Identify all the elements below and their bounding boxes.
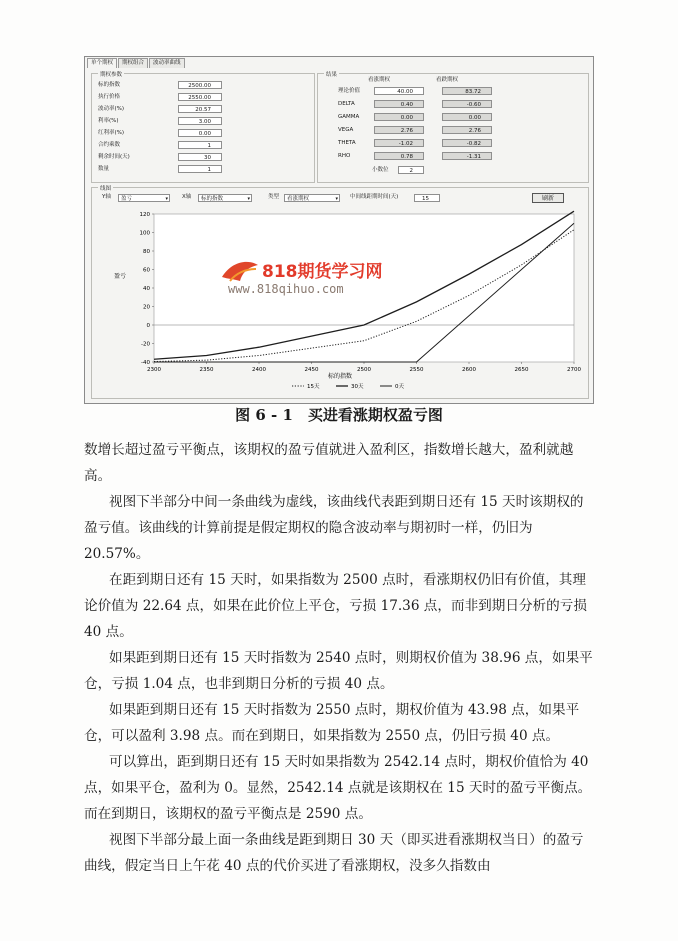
put-column-header: 看跌期权 [436, 77, 459, 83]
type-select[interactable] [284, 194, 340, 202]
chevron-down-icon: ▾ [247, 196, 250, 202]
type-select-value: 看涨期权 [287, 196, 310, 202]
legend-label: 15天 [307, 384, 320, 390]
y-axis-label: 盈亏 [114, 273, 127, 280]
result-label: 理论价值 [338, 88, 361, 94]
result-label: THETA [338, 140, 356, 146]
y-tick-label: 120 [139, 212, 150, 218]
x-tick-label: 2450 [304, 367, 319, 373]
call-value: 0.00 [374, 113, 424, 121]
rate-input[interactable]: 3.00 [178, 117, 222, 125]
watermark-brand: 818期货学习网 [262, 262, 383, 282]
y-tick-label: -20 [141, 341, 150, 348]
tab-volatility-curve[interactable]: 波动率曲线 [149, 58, 185, 68]
paragraph: 视图下半部分最上面一条曲线是距到期日 30 天（即买进看涨期权当日）的盈亏曲线，假定当日上午花 40 点的代价买进了看涨期权，没多久指数由 [84, 832, 584, 874]
y-axis-selector-label: Y轴 [102, 194, 111, 200]
watermark-url: www.818qihuo.com [228, 282, 344, 296]
paragraph: 可以算出，距到期日还有 15 天时如果指数为 2542.14 点时，期权价值恰为 40 点，如果平仓，盈利为 0。显然，2542.14 点就是该期权在 15 天时的盈亏平衡点。而在到期日，该期权的盈亏平衡点是 2590 点。 [84, 754, 592, 822]
put-value: 2.76 [442, 126, 492, 134]
strike-input[interactable]: 2550.00 [178, 93, 222, 101]
put-value: -0.82 [442, 139, 492, 147]
x-tick-label: 2550 [409, 367, 424, 373]
paragraph: 如果距到期日还有 15 天时指数为 2540 点时，则期权价值为 38.96 点，如果平仓，亏损 1.04 点，也非到期日分析的亏损 40 点。 [84, 650, 593, 692]
put-value: -0.60 [442, 100, 492, 108]
chart-panel-title: 线图 [100, 186, 112, 192]
y-tick-label: 100 [139, 230, 150, 237]
results-panel-title: 结果 [326, 72, 338, 78]
result-label: DELTA [338, 101, 355, 107]
y-tick-label: -40 [141, 360, 150, 366]
tab-single-option[interactable]: 单个期权 [87, 58, 117, 68]
x-tick-label: 2500 [357, 367, 371, 373]
x-tick-label: 2350 [199, 367, 214, 373]
call-value: 40.00 [374, 87, 424, 95]
result-label: GAMMA [338, 114, 360, 120]
put-value: 83.72 [442, 87, 492, 95]
volatility-input[interactable]: 20.57 [178, 105, 222, 113]
tab-option-portfolio[interactable]: 期权组合 [118, 58, 148, 68]
site-watermark [218, 257, 478, 297]
x-axis-selector-label: X轴 [182, 194, 192, 200]
y-tick-label: 40 [143, 286, 150, 292]
call-value: 0.78 [374, 152, 424, 160]
figure-caption: 图 6 - 1 买进看涨期权盈亏图 [235, 406, 443, 424]
profit-loss-chart [92, 204, 586, 396]
quantity-input[interactable]: 1 [178, 165, 222, 173]
decimals-input[interactable]: 2 [398, 166, 424, 174]
days-input[interactable]: 30 [178, 153, 222, 161]
y-tick-label: 80 [143, 249, 150, 255]
put-value: -1.31 [442, 152, 492, 160]
decimals-label: 小数位 [372, 167, 389, 173]
params-panel-title: 期权参数 [100, 72, 123, 78]
mid-line-days-input[interactable]: 15 [414, 194, 440, 202]
option-calculator-window [84, 56, 594, 404]
legend-label: 30天 [351, 384, 364, 390]
paragraph: 如果距到期日还有 15 天时指数为 2550 点时，期权价值为 43.98 点，如果平仓，可以盈利 3.98 点。而在到期日，如果指数为 2550 点，仍旧亏损 40 点。 [84, 702, 580, 744]
param-label: 红利率(%) [98, 130, 125, 136]
x-axis-select[interactable] [198, 194, 252, 202]
refresh-button[interactable]: 刷新 [532, 193, 564, 203]
param-label: 剩余时间(天) [98, 154, 130, 160]
tab-bar [87, 58, 186, 68]
x-tick-label: 2400 [252, 367, 266, 373]
chevron-down-icon: ▾ [335, 196, 338, 202]
paragraph: 数增长超过盈亏平衡点，该期权的盈亏值就进入盈利区，指数增长越大，盈利就越高。 [84, 442, 574, 484]
result-label: RHO [338, 153, 351, 159]
call-value: 2.76 [374, 126, 424, 134]
paragraph: 在距到期日还有 15 天时，如果指数为 2500 点时，看涨期权仍旧有价值，其理论价值为 22.64 点，如果在此价位上平仓，亏损 17.36 点，而非到期日分析的亏损 40 点。 [84, 572, 587, 640]
legend-label: 0天 [395, 384, 404, 390]
results-panel [317, 73, 589, 183]
x-tick-label: 2700 [567, 367, 581, 373]
mid-line-days-label: 中间线距期时间(天) [350, 194, 399, 200]
y-tick-label: 20 [143, 304, 150, 311]
x-tick-label: 2650 [514, 367, 529, 373]
put-value: 0.00 [442, 113, 492, 121]
chevron-down-icon: ▾ [165, 196, 168, 202]
param-label: 波动率(%) [98, 106, 125, 112]
x-axis-select-value: 标的指数 [201, 196, 224, 202]
y-axis-select-value: 盈亏 [121, 196, 133, 202]
param-label: 数量 [98, 166, 110, 172]
param-label: 利率(%) [98, 118, 119, 124]
x-tick-label: 2600 [462, 367, 476, 373]
index-input[interactable]: 2500.00 [178, 81, 222, 89]
param-label: 执行价格 [98, 94, 121, 100]
x-tick-label: 2300 [147, 367, 161, 373]
call-column-header: 看涨期权 [368, 77, 391, 83]
y-tick-label: 60 [143, 267, 150, 274]
body-text [84, 437, 594, 879]
param-label: 标的指数 [98, 82, 121, 88]
param-label: 合约乘数 [98, 142, 121, 148]
y-axis-select[interactable] [118, 194, 170, 202]
y-tick-label: 0 [146, 323, 150, 329]
x-axis-label: 标的指数 [327, 373, 353, 380]
params-panel [91, 73, 315, 183]
multiplier-input[interactable]: 1 [178, 141, 222, 149]
call-value: -1.02 [374, 139, 424, 147]
paragraph: 视图下半部分中间一条曲线为虚线，该曲线代表距到期日还有 15 天时该期权的盈亏值。该曲线的计算前提是假定期权的隐含波动率与期初时一样，仍旧为 20.57%。 [84, 494, 584, 562]
call-value: 0.40 [374, 100, 424, 108]
result-label: VEGA [338, 127, 354, 133]
dividend-input[interactable]: 0.00 [178, 129, 222, 137]
type-selector-label: 类型 [268, 194, 280, 200]
